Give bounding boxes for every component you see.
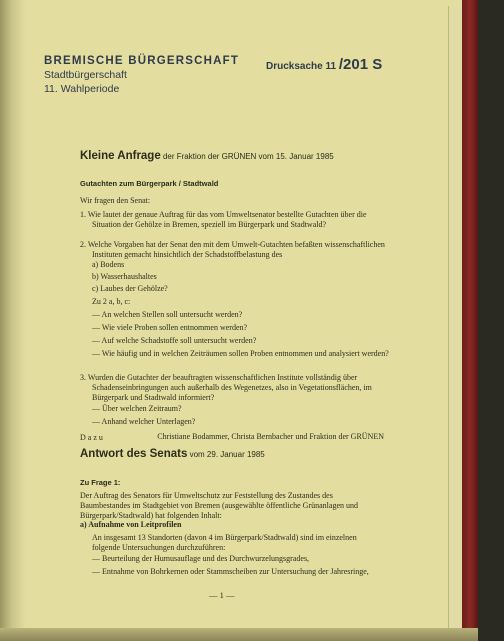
question-3: 3. Wurden die Gutachter der beauftragten wissenschaftlichen Institute vollständig über Schadenseinbringungen auch außerhalb des Wegenetzes, also in Vegetationsflächen, im Bürgerpark und Stadtwald informiert? (80, 373, 372, 403)
page-edges (448, 6, 463, 632)
drucksache (266, 56, 382, 73)
drucksache-number: /201 S (338, 56, 383, 73)
dash-item-1: — An welchen Stellen soll untersucht werden? (92, 310, 243, 319)
question-2: 2. Welche Vorgaben hat der Senat den mit dem Umwelt-Gutachten befaßten wissenschaftlichen Instituten gemacht hinsichtlich der Schadstoffbelastung des (80, 240, 385, 260)
answer-paragraph-1: Der Auftrag des Senators für Umweltschutz zur Feststellung des Zustandes des Baumbestandes im Stadtgebiet von Bremen (ausgewählte öffentliche Grünanlagen und Bürgerpark/Stadtwald) hat folgenden Inhalt: (80, 491, 358, 521)
question-1: 1. Wie lautet der genaue Auftrag für das vom Umweltsenator bestellte Gutachten über die Situation der Gehölze in Bremen, speziell im Bürgerpark und Stadtwald? (80, 210, 367, 230)
dash-item-2: — Wie viele Proben sollen entnommen werden? (92, 323, 248, 332)
answer-item-a-label: a) Aufnahme von Leitprofilen (80, 520, 182, 529)
signature: Christiane Bodammer, Christa Bernbacher und Fraktion der GRÜNEN (157, 432, 384, 441)
dash-item-6: — Anhand welcher Unterlagen? (92, 417, 196, 426)
answer-heading (80, 448, 265, 460)
dash-item-4: — Wie häufig und in welchen Zeiträumen sollen Proben entnommen und analysiert werden? (92, 349, 389, 358)
document-content (44, 0, 444, 628)
dash-item-3: — Auf welche Schadstoffe soll untersucht werden? (92, 336, 257, 345)
answer-subtitle: vom 29. Januar 1985 (189, 450, 265, 459)
spine-shadow (0, 0, 26, 641)
bottom-board (0, 628, 478, 641)
intro: Wir fragen den Senat: (80, 196, 151, 205)
organization-title: BREMISCHE BÜRGERSCHAFT (44, 55, 240, 67)
answer-bullet-2: — Entnahme von Bohrkernen oder Stammscheiben zur Untersuchung der Jahresringe, (92, 567, 369, 576)
inquiry-title: Kleine Anfrage (80, 150, 161, 162)
inquiry-heading (80, 150, 334, 162)
dash-item-5: — Über welchen Zeitraum? (92, 404, 182, 413)
body-name: Stadtbürgerschaft (44, 69, 127, 81)
inquiry-subtitle: der Fraktion der GRÜNEN vom 15. Januar 1985 (162, 152, 334, 161)
answer-item-a-text: An insgesamt 13 Standorten (davon 4 im Bürgerpark/Stadtwald) sind im einzelnen folgende Untersuchungen durchzuführen: (92, 533, 357, 553)
answer-title: Antwort des Senats (80, 448, 188, 460)
page-number: — 1 — (209, 590, 235, 600)
period: 11. Wahlperiode (44, 83, 120, 95)
question-2a: a) Bodens (92, 260, 125, 269)
question-2abc: Zu 2 a, b, c: (92, 297, 131, 306)
drucksache-label: Drucksache 11 (266, 61, 337, 72)
book-cover (462, 0, 478, 641)
frage-label: Zu Frage 1: (80, 478, 121, 487)
question-2b: b) Wasserhaushaltes (92, 272, 157, 281)
question-2c: c) Laubes der Gehölze? (92, 284, 168, 293)
dazu-label: D a z u (80, 433, 103, 442)
inquiry-topic: Gutachten zum Bürgerpark / Stadtwald (80, 179, 219, 188)
answer-bullet-1: — Beurteilung der Humusauflage und des Durchwurzelungsgrades, (92, 554, 310, 563)
